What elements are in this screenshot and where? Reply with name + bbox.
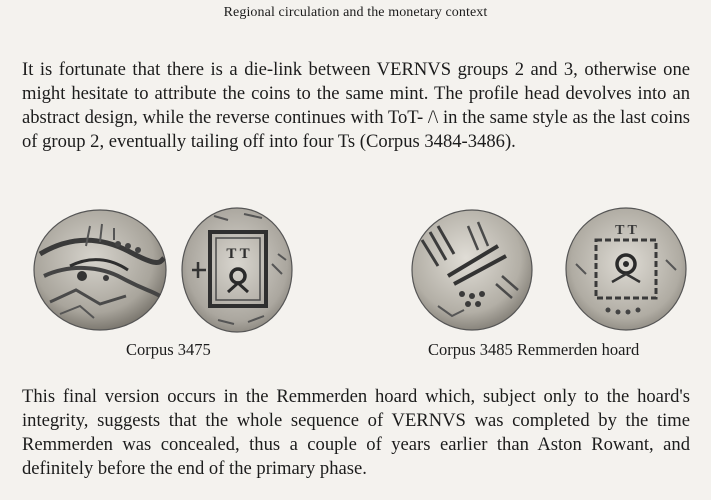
coin-reverse-image [178,204,296,336]
coin-obverse-image [408,206,536,334]
coin-reverse-image [562,204,690,334]
coin-obverse-image [30,206,170,334]
figure-caption: Corpus 3485 Remmerden hoard [428,340,640,359]
paragraph-conclusion: This final version occurs in the Remmerden hoard which, subject only to the hoard's integrity, suggests that the whole sequence of VERNVS was completed by the time Remmerden was concealed, thus a couple of years earlier than Aston Rowant, and definitely before the end of the primary phase. [22,386,690,479]
paragraph-intro: It is fortunate that there is a die-link between VERNVS groups 2 and 3, otherwise one might hesitate to attribute the coins to the same mint. The profile head devolves into an abstract design, while the reverse continues with ToT- /\ in the same style as the last coins of group 2, eventually tailing off into four Ts (Corpus 3484-3486). [22,59,690,152]
figure-caption: Corpus 3475 [126,340,211,359]
reverse-legend: T T [226,246,250,262]
reverse-legend: T T [615,223,637,238]
running-header: Regional circulation and the monetary context [223,5,488,20]
